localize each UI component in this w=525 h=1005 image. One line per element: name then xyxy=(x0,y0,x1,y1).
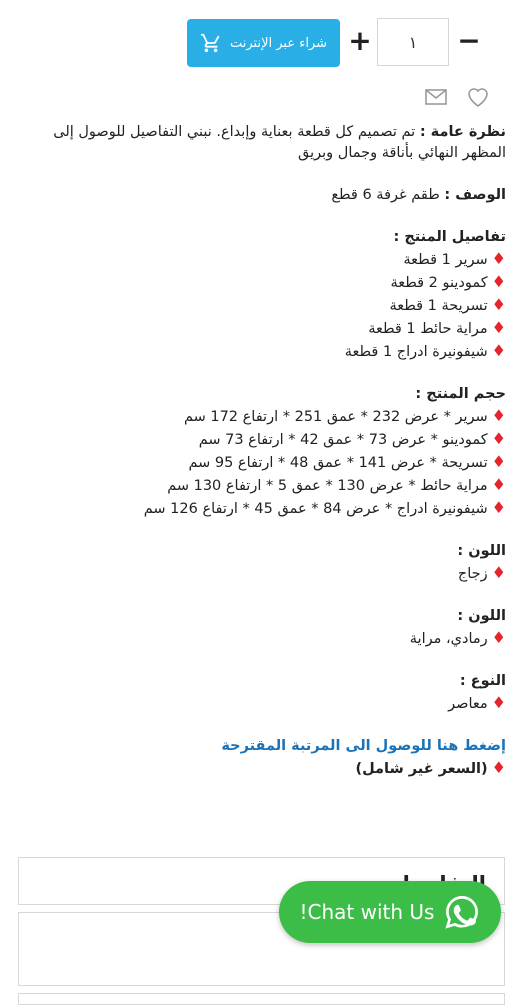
description-label: الوصف : xyxy=(444,187,506,203)
list-item: ♦سرير * عرض 232 * عمق 251 * ارتفاع 172 سم xyxy=(183,406,506,425)
buy-online-button[interactable] xyxy=(187,19,340,67)
diamond-bullet-icon: ♦ xyxy=(491,563,506,582)
mail-icon[interactable] xyxy=(424,86,448,108)
list-item: ♦معاصر xyxy=(448,693,506,712)
color-heading: اللون : xyxy=(457,543,506,559)
list-item: ♦تسريحة 1 قطعة xyxy=(389,295,506,314)
list-item: ♦زجاج xyxy=(457,563,506,582)
cart-icon xyxy=(200,32,222,54)
increase-quantity-button[interactable]: + xyxy=(348,24,372,57)
decrease-quantity-button[interactable]: − xyxy=(457,24,481,57)
description xyxy=(20,185,506,206)
next-panel xyxy=(18,993,505,1005)
overview-label: نظرة عامة : xyxy=(419,124,506,140)
chat-label: !Chat with Us xyxy=(299,900,435,924)
list-item: ♦مراية حائط 1 قطعة xyxy=(368,318,506,337)
diamond-bullet-icon: ♦ xyxy=(491,295,506,314)
purchase-row xyxy=(0,18,525,68)
diamond-bullet-icon: ♦ xyxy=(491,429,506,448)
diamond-bullet-icon: ♦ xyxy=(491,475,506,494)
overview-text: تم تصميم كل قطعة بعناية وإبداع. نبني التفاصيل للوصول إلى المظهر النهائي بأناقة وجمال وبريق xyxy=(53,124,506,161)
diamond-bullet-icon: ♦ xyxy=(491,498,506,517)
list-item: ♦شيفونيرة ادراج 1 قطعة xyxy=(344,341,506,360)
suggested-rank-link[interactable]: إضغط هنا للوصول الى المرتبة المقترحة xyxy=(221,738,506,754)
list-item: ♦كمودينو 2 قطعة xyxy=(390,272,506,291)
diamond-bullet-icon: ♦ xyxy=(491,628,506,647)
whatsapp-chat-button[interactable] xyxy=(279,881,501,943)
price-note: ♦(السعر غير شامل) xyxy=(355,758,506,777)
list-item: ♦تسريحة * عرض 141 * عمق 48 * ارتفاع 95 سم xyxy=(188,452,506,471)
diamond-bullet-icon: ♦ xyxy=(491,249,506,268)
buy-online-label: شراء عبر الإنترنت xyxy=(229,35,328,51)
quantity-input[interactable] xyxy=(377,18,449,66)
details-heading: تفاصيل المنتج : xyxy=(393,229,506,245)
diamond-bullet-icon: ♦ xyxy=(491,406,506,425)
heart-icon[interactable] xyxy=(466,86,490,108)
share-actions xyxy=(420,86,500,110)
description-text: طقم غرفة 6 قطع xyxy=(331,187,440,203)
color-heading-2: اللون : xyxy=(457,608,506,624)
diamond-bullet-icon: ♦ xyxy=(491,693,506,712)
whatsapp-icon xyxy=(444,894,480,930)
diamond-bullet-icon: ♦ xyxy=(491,452,506,471)
list-item: ♦رمادي، مراية xyxy=(409,628,506,647)
diamond-bullet-icon: ♦ xyxy=(491,272,506,291)
diamond-bullet-icon: ♦ xyxy=(491,758,506,777)
diamond-bullet-icon: ♦ xyxy=(491,318,506,337)
product-description xyxy=(20,122,506,780)
list-item: ♦كمودينو * عرض 73 * عمق 42 * ارتفاع 73 سم xyxy=(198,429,506,448)
list-item: ♦مراية حائط * عرض 130 * عمق 5 * ارتفاع 130 سم xyxy=(167,475,506,494)
size-heading: حجم المنتج : xyxy=(415,386,506,402)
size-list xyxy=(20,405,506,520)
overview xyxy=(20,122,506,164)
details-list xyxy=(20,248,506,363)
diamond-bullet-icon: ♦ xyxy=(491,341,506,360)
type-heading: النوع : xyxy=(459,673,506,689)
list-item: ♦سرير 1 قطعة xyxy=(403,249,506,268)
list-item: ♦شيفونيرة ادراج * عرض 84 * عمق 45 * ارتفاع 126 سم xyxy=(143,498,506,517)
